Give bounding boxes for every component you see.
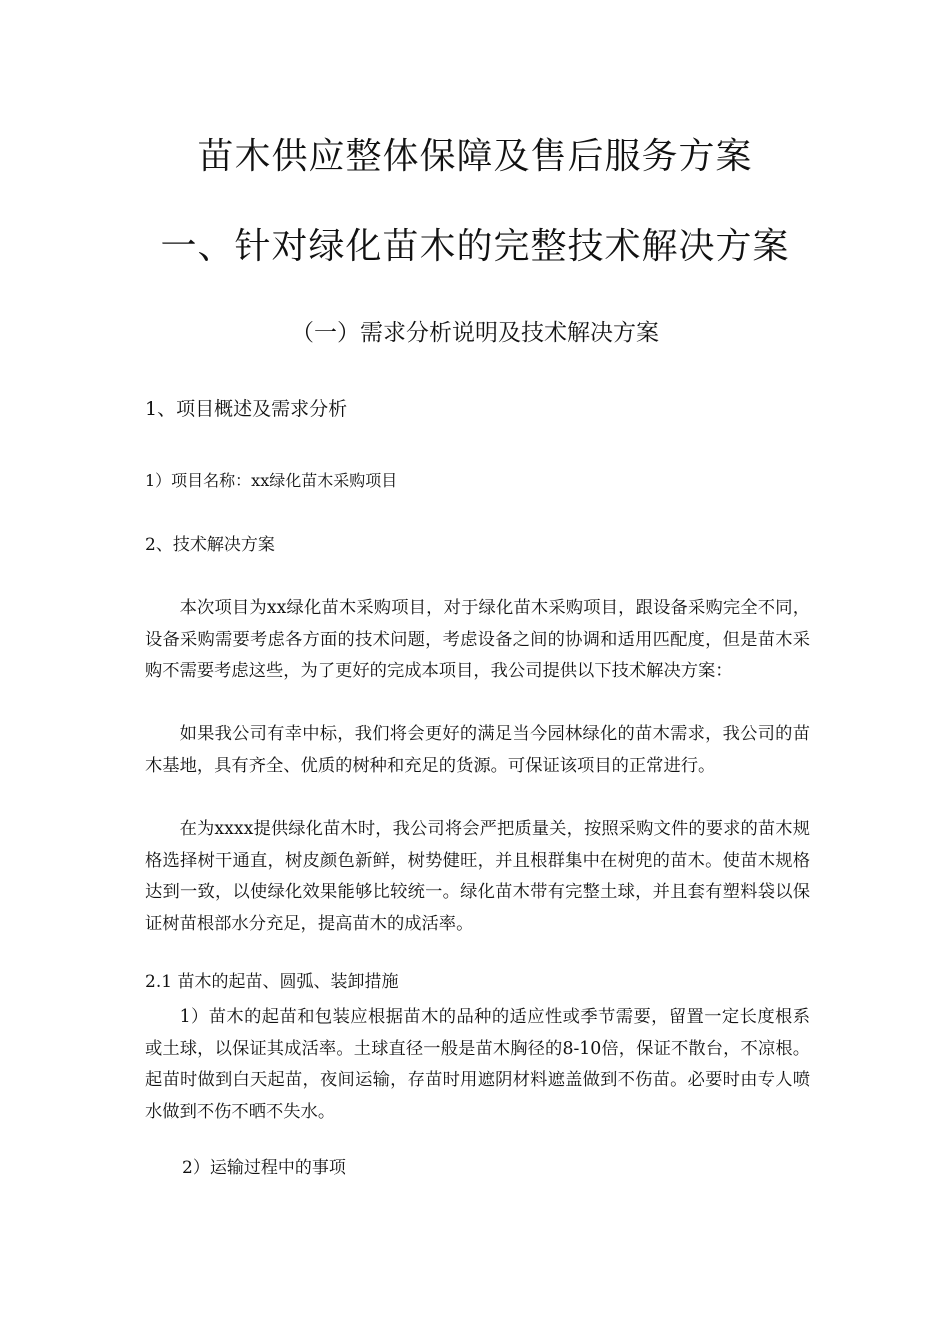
paragraph: 在为xxxx提供绿化苗木时，我公司将会严把质量关，按照采购文件的要求的苗木规格选择树干通直，树皮颜色新鲜，树势健旺，并且根群集中在树兜的苗木。使苗木规格达到一致，以使绿化效果能够比较统一。绿化苗木带有完整土球，并且套有塑料袋以保证树苗根部水分充足，提高苗木的成活率。 [145,819,810,934]
heading-project-overview: 1、项目概述及需求分析 [145,398,348,420]
item-transport-matters: 2）运输过程中的事项 [182,1158,346,1178]
heading-lifting-measures: 2.1 苗木的起苗、圆弧、装卸措施 [145,972,399,992]
paragraph: 1）苗木的起苗和包装应根据苗木的品种的适应性或季节需要，留置一定长度根系或土球，以保证其成活率。土球直径一般是苗木胸径的8-10倍，保证不散台，不凉根。起苗时做到白天起苗，夜间运输，存苗时用遮阴材料遮盖做到不伤苗。必要时由专人喷水做到不伤不晒不失水。 [145,1007,810,1122]
section-heading: 一、针对绿化苗木的完整技术解决方案 [160,226,790,267]
subsection-heading: （一）需求分析说明及技术解决方案 [291,320,659,346]
item-project-name: 1）项目名称：xx绿化苗木采购项目 [145,471,398,490]
document-title: 苗木供应整体保障及售后服务方案 [197,136,753,177]
paragraph: 本次项目为xx绿化苗木采购项目，对于绿化苗木采购项目，跟设备采购完全不同，设备采购需要考虑各方面的技术问题，考虑设备之间的协调和适用匹配度，但是苗木采购不需要考虑这些，为了更好的完成本项目，我公司提供以下技术解决方案： [145,598,810,681]
paragraph: 如果我公司有幸中标，我们将会更好的满足当今园林绿化的苗木需求，我公司的苗木基地，具有齐全、优质的树种和充足的货源。可保证该项目的正常进行。 [145,724,810,776]
heading-technical-solution: 2、技术解决方案 [145,535,275,555]
